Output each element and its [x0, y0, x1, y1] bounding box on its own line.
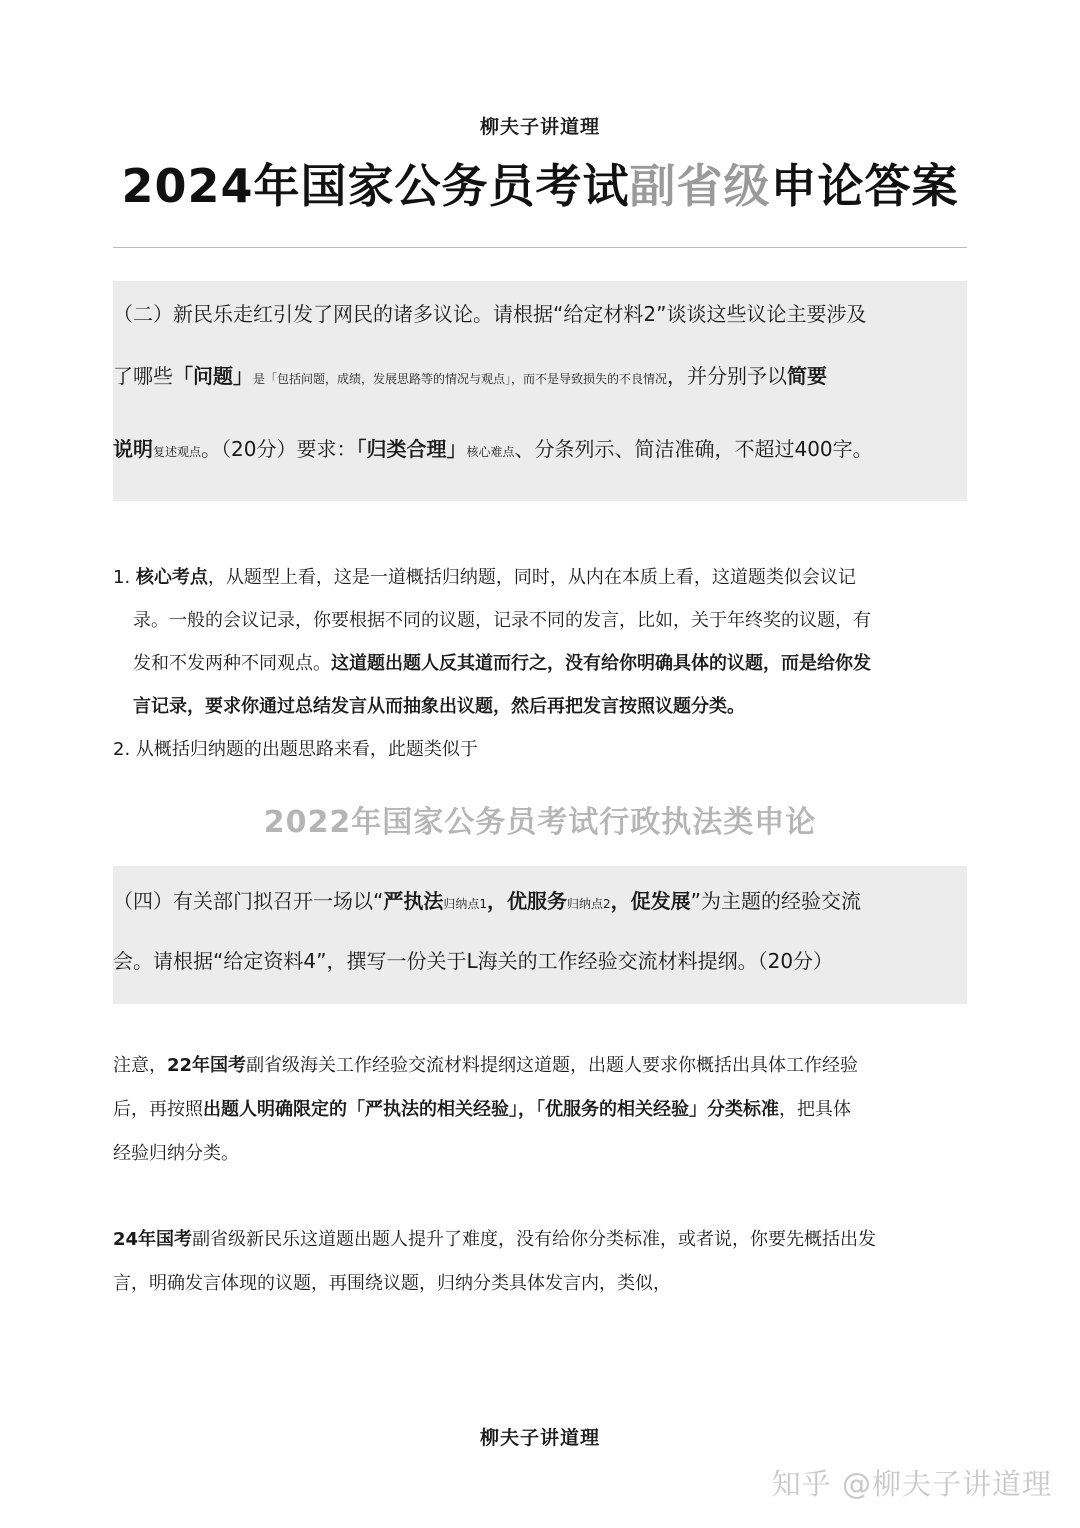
question1-line-3	[113, 433, 967, 462]
analysis-p2	[113, 735, 478, 761]
question-box-1	[113, 281, 967, 501]
question2-text-2: 会。请根据“给定资料4”，撰写一份关于L海关的工作经验交流材料提纲。（20分）	[113, 949, 834, 973]
note1-text-c: 副省级海关工作经验交流材料提纲这道题，出题人要求你概括出具体工作经验	[246, 1055, 859, 1076]
annotation-point-2: 归纳点2	[567, 897, 611, 911]
question2-line-2	[113, 945, 967, 974]
question-box-2	[113, 866, 967, 1004]
annotation-point-1: 归纳点1	[443, 897, 488, 911]
watermark: 知乎 @柳夫子讲道理	[771, 1467, 1052, 1501]
title-part-1: 2024年国家公务员考试	[121, 159, 630, 213]
note1-keyword: 22年国考	[167, 1055, 247, 1076]
footer-author: 柳夫子讲道理	[479, 1427, 600, 1449]
keyword-strict-enforcement: 严执法	[383, 889, 444, 913]
question1-line-1	[113, 298, 967, 327]
note2-line-2	[113, 1269, 671, 1295]
question2-text-1i: ”为主题的经验交流	[690, 889, 862, 913]
question1-text-1: （二）新民乐走红引发了网民的诸多议论。请根据“给定材料2”谈谈这些议论主要涉及	[113, 302, 867, 326]
note1-text-a: 注意，	[113, 1055, 167, 1076]
analysis-text-1: ，从题型上看，这是一道概括归纳题，同时，从内在本质上看，这道题类似会议记	[207, 567, 856, 588]
keyword-brief: 简要	[787, 364, 828, 388]
title-divider	[113, 247, 967, 248]
question1-line-2	[113, 360, 967, 389]
keyword-promote-development: 促发展	[630, 889, 691, 913]
note1-line-1	[113, 1051, 858, 1077]
keyword-good-service: 优服务	[507, 889, 568, 913]
analysis-p1-line-2	[133, 606, 871, 632]
title-part-3: 申论答案	[770, 159, 959, 213]
question1-text-2d: ，并分别予以	[667, 364, 788, 388]
note2-text-2: 言，明确发言体现的议题，再围绕议题，归纳分类具体发言内，类似，	[113, 1273, 671, 1294]
note1-text-2c: ，把具体	[779, 1099, 851, 1120]
question1-text-3c: 。（20分）要求：	[201, 437, 357, 461]
analysis-text-4: 言记录，要求你通过总结发言从而抽象出议题，然后再把发言按照议题分类。	[133, 696, 745, 717]
analysis-text-2: 录。一般的会议记录，你要根据不同的议题，记录不同的发言，比如，关于年终奖的议题，有	[133, 610, 871, 631]
analysis-text-3b: 这道题出题人反其道而行之，没有给你明确具体的议题，而是给你发	[331, 653, 871, 674]
note2-keyword: 24年国考	[113, 1229, 193, 1250]
annotation-explain: 复述观点	[153, 445, 202, 459]
note2-text-b: 副省级新民乐这道题出题人提升了难度，没有给你分类标准，或者说，你要先概括出发	[192, 1229, 877, 1250]
note1-line-2	[113, 1095, 851, 1121]
list-number-1: 1.	[113, 567, 131, 588]
analysis-p1-line-1	[113, 563, 856, 589]
keyword-explain: 说明	[113, 437, 153, 461]
question2-comma-1: ，	[487, 889, 508, 913]
question2-text-1a: （四）有关部门拟召开一场以“	[113, 889, 384, 913]
question2-line-1	[113, 885, 967, 914]
question1-text-2a: 了哪些	[113, 364, 173, 388]
analysis-p1-line-4	[133, 692, 745, 718]
section-subtitle: 2022年国家公务员考试行政执法类申论	[263, 805, 817, 840]
annotation-problem: 是「包括问题，成绩，发展思路等的情况与观点」，而不是导致损失的不良情况	[253, 372, 668, 386]
question1-text-3f: 、分条列示、简洁准确，不超过400字。	[514, 437, 873, 461]
note1-line-3	[113, 1139, 239, 1165]
keyword-classify: 「归类合理」	[356, 437, 467, 461]
page-title	[0, 150, 1080, 216]
note2-line-1	[113, 1225, 876, 1251]
analysis-keyword: 核心考点	[135, 567, 208, 588]
header-author: 柳夫子讲道理	[479, 116, 600, 138]
analysis-text-p2: 2. 从概括归纳题的出题思路来看，此题类似于	[113, 739, 478, 760]
note1-text-2a: 后，再按照	[113, 1099, 203, 1120]
note1-text-3: 经验归纳分类。	[113, 1143, 239, 1164]
question2-comma-2: ，	[610, 889, 631, 913]
analysis-p1-line-3	[133, 649, 871, 675]
keyword-problem: 「问题」	[173, 364, 253, 388]
title-part-2: 副省级	[629, 159, 771, 213]
analysis-text-3a: 发和不发两种不同观点。	[133, 653, 331, 674]
note1-text-2b: 出题人明确限定的「严执法的相关经验」，「优服务的相关经验」分类标准	[203, 1099, 779, 1120]
annotation-classify: 核心难点	[466, 445, 515, 459]
